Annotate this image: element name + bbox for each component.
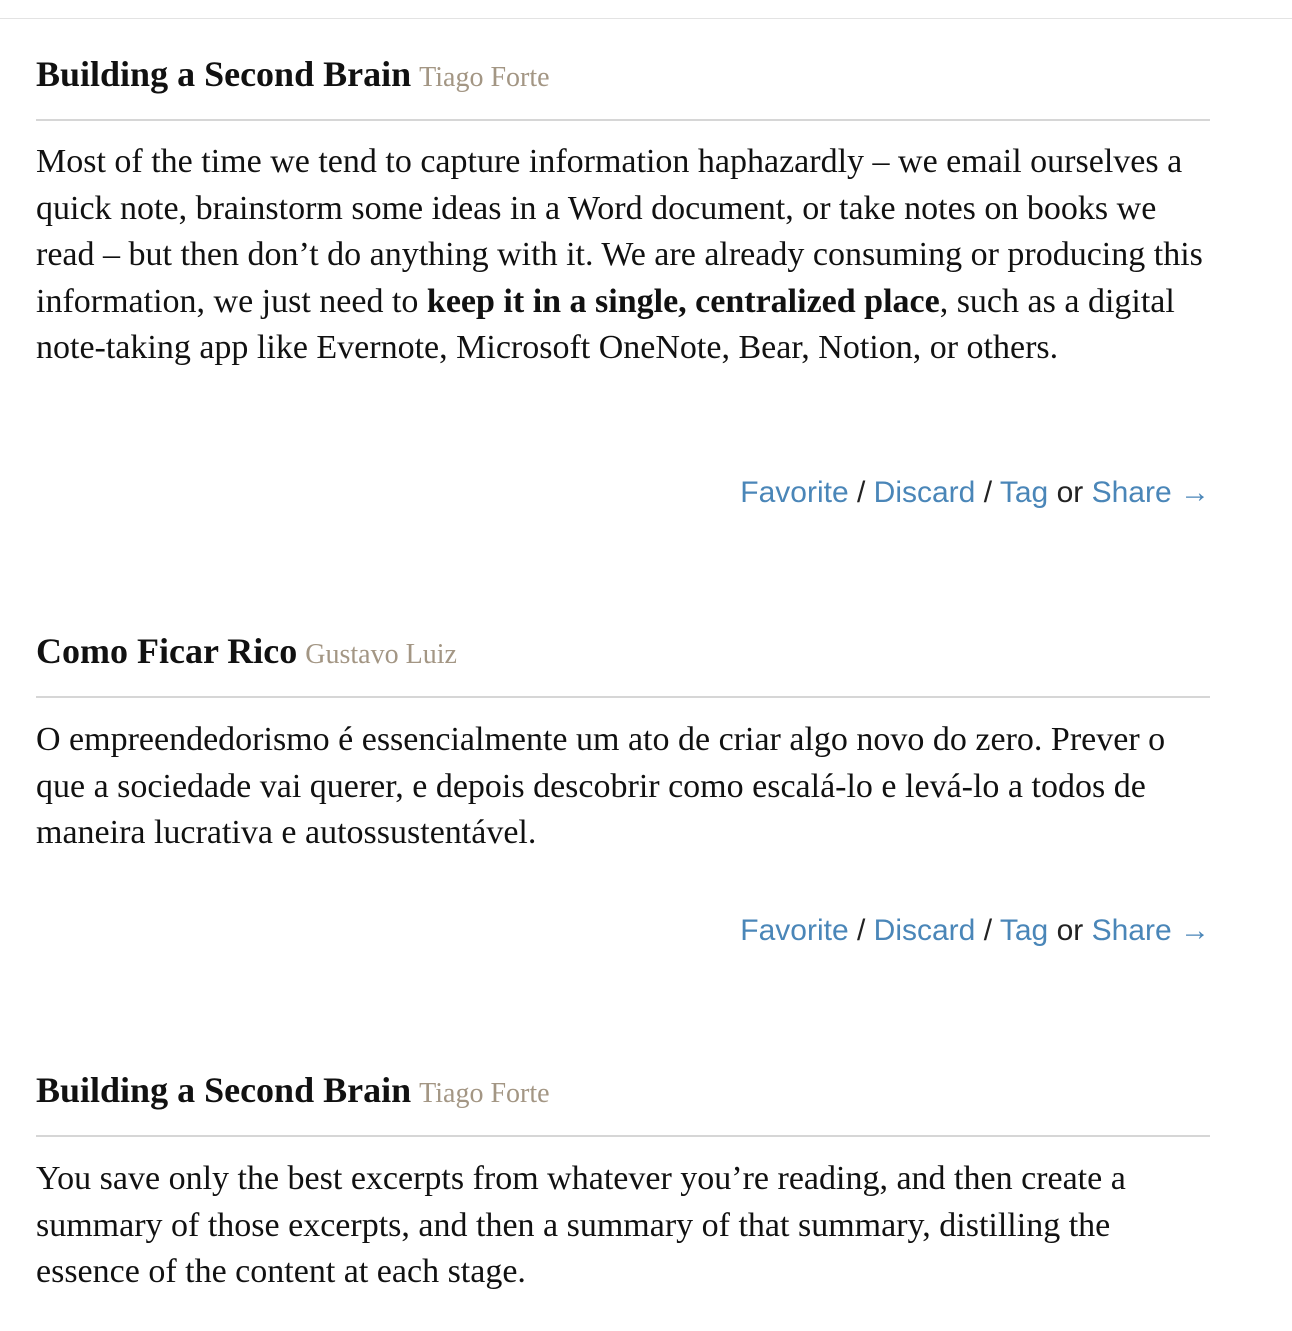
card-header — [36, 49, 1210, 99]
book-author: Gustavo Luiz — [305, 639, 457, 670]
share-link[interactable]: Share → — [1091, 914, 1210, 947]
separator-slash: / — [983, 476, 993, 509]
book-title: Como Ficar Rico — [36, 631, 298, 671]
book-author: Tiago Forte — [419, 1078, 550, 1109]
highlight-text: O empreendedorismo é essencialmente um ato de criar algo novo do zero. Prever o que a sociedade vai querer, e depois descobrir como escalá-lo e levá-lo a todos de maneira lucrativa e autossustentável. — [36, 721, 1166, 851]
highlight-text — [36, 139, 1210, 372]
card-header — [36, 626, 1210, 676]
book-title: Building a Second Brain — [36, 1070, 412, 1110]
top-divider — [0, 18, 1292, 19]
highlight-actions — [740, 911, 1210, 951]
share-link[interactable]: Share → — [1091, 476, 1210, 509]
tag-link[interactable]: Tag — [999, 476, 1049, 509]
highlight-actions — [740, 473, 1210, 513]
card-divider — [36, 1135, 1210, 1137]
highlight-card — [36, 1065, 1210, 1290]
separator-slash: / — [983, 914, 993, 947]
book-author: Tiago Forte — [419, 62, 550, 93]
highlight-text: You save only the best excerpts from whatever you’re reading, and then create a summary of those excerpts, and then a summary of that summary, distilling the essence of the content at each stage. — [36, 1160, 1126, 1290]
favorite-link[interactable]: Favorite — [740, 914, 849, 947]
separator-slash: / — [856, 476, 866, 509]
highlight-card — [36, 49, 1210, 509]
discard-link[interactable]: Discard — [873, 476, 976, 509]
card-divider — [36, 696, 1210, 698]
discard-link[interactable]: Discard — [873, 914, 976, 947]
separator-or: or — [1056, 476, 1084, 509]
highlight-card — [36, 626, 1210, 947]
highlight-text-part: Most of the time we tend to capture information haphazardly – we email ourselves a quick note, brainstorm some ideas in a Word document, or take notes on books we read – but then don’t do anything with it. We are already consuming or producing this information, we just need to — [36, 143, 1203, 320]
card-divider — [36, 119, 1210, 121]
highlight-bold-text: keep it in a single, centralized place — [426, 282, 940, 320]
highlight-text-part: , such as a digital note-taking app like Evernote, Microsoft OneNote, Bear, Notion, or others. — [36, 282, 1175, 366]
book-title: Building a Second Brain — [36, 54, 412, 94]
separator-slash: / — [856, 914, 866, 947]
tag-link[interactable]: Tag — [999, 914, 1049, 947]
favorite-link[interactable]: Favorite — [740, 476, 849, 509]
separator-or: or — [1056, 914, 1084, 947]
card-header — [36, 1065, 1210, 1115]
